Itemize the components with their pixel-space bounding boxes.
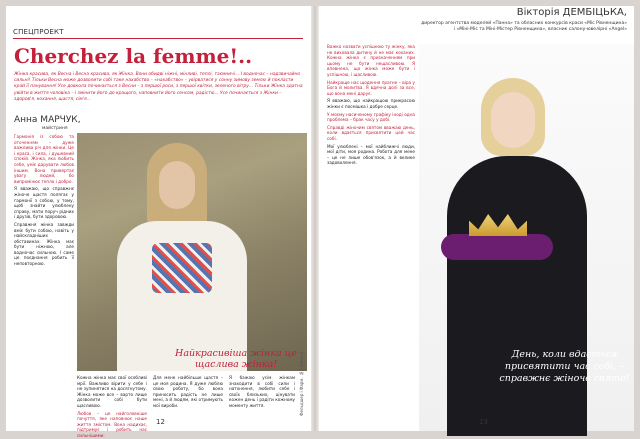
intro-text: Жінка красива, як Весна і Весна красива, як Жінка. Вони обидві ніжні, мінливі, теплі, таємничі… І водночас – надзвичайно сильні! Тільки Весна може дозволити собі таке нахабство – «нахабство» – увірватися у сонну зимову землю й покласти край її панування! Усе довкола починається з Весни – з першої роси, з першої квітки, зеленого вітру… Тільки Жінка здатна увійти в життя чоловіка – і змінити його до кращого, наповнити його сенсом, радістю... Усе починається з Жінки – здоров'я, кохання, щастя, сім'я…: [14, 72, 303, 102]
paragraph: Я вважаю, що найкращою прикрасою жінки є посмішка і добре серце.: [327, 98, 415, 109]
footer-vertical-text: Фельдшер і Фарм. №3 (Весна): [299, 351, 304, 416]
spine-gutter: [311, 6, 319, 431]
paragraph: Любов – це найголовніше почуття, яке наповнює наше життя змістом. Вона надихає, підтримує і робить нас сильнішими.: [77, 410, 147, 438]
interviewee-name: Вікторія ДЕМБІЦЬКА,: [516, 7, 627, 18]
text-column-right: [327, 44, 415, 414]
title-line: директор агентства моделей «Панна» та обласних конкурсів краси «Міс Рівненщина»: [421, 21, 627, 26]
portrait-photo: [77, 133, 307, 371]
headline: Cherchez la femme!..: [14, 44, 253, 68]
paragraph: Гармонія із собою та оточенням – дуже важлива річ для жінки. Це і краса, і сила, і душевний спокій. Жінка, яка любить себе, уміє дарувати любов іншим. Вона привертає увагу людей, бо випромінює тепло і добро.: [14, 134, 74, 184]
paragraph: Найкраще нас щодення прагне – віра у Бога й молитва. Я вдячна долі за все, що вона мені дарує.: [327, 79, 415, 96]
right-page: [319, 6, 634, 431]
paragraph: Я вважаю, що справжнє жіноче щастя полягає у гармонії з собою, у тому, щоб знайти улюблену справу, мати поруч рідних і друзів, бути здоровою.: [14, 186, 74, 220]
rubric-divider: [13, 38, 303, 39]
author-role: майстриня: [42, 126, 68, 131]
rubric-label: СПЕЦПРОЕКТ: [13, 28, 64, 36]
page-number: 13: [479, 418, 488, 426]
paragraph: Справді жіночим святом вважаю день, коли вдається присвятити цей час собі.: [327, 124, 415, 141]
paragraph: Справжня жінка завжди вміє бути собою, навіть у найскладніших обставинах. Жінка має бути ніжною, але водночас сильною. І саме це поєднання робить її неповторною.: [14, 221, 74, 267]
photo-caption: Найкрасивіша жінка це щаслива жінка!: [175, 348, 297, 370]
cushion: [441, 234, 553, 260]
text-column-2: [77, 375, 147, 438]
paragraph: У моєму насиченому графіку іноді одна проблема – брак часу у добі.: [327, 111, 415, 123]
paragraph: Важко назвати успішною ту жінку, яка не виховала дитину й не має коханих. Кожна жінка є призначенням при цьому не бути нещасливою. Я впевнена, що жінка може бути і успішною, і щасливою.: [327, 44, 415, 77]
page-number: 12: [156, 418, 165, 426]
paragraph: Кожна жінка має свої особливі мрії. Важливо вірити у себе і не зупинятися на досягнутому. Жінка може все – варто лише дозволити собі бути щасливою.: [77, 375, 147, 408]
text-column-3: [153, 375, 223, 415]
paragraph: Мої улюблені – мої найближчі люди, мої діти, моя родина. Робота для мене – це не лише обов'язок, а й велике задоволення.: [327, 143, 415, 166]
interviewee-title: [411, 21, 627, 33]
paragraph: Я бажаю усім жінкам знаходити в собі сили і натхнення, любити себе і своїх близьких, цінувати кожен день і радіти кожному моменту життя.: [229, 375, 295, 408]
text-column-4: [229, 375, 295, 415]
author-name: Анна МАРЧУК,: [14, 115, 81, 125]
left-page: [6, 6, 311, 438]
paragraph: Для мене найбільше щастя – це моя родина. Я дуже люблю свою роботу, бо вона приносить радість не лише мені, а й людям, які отримують мої вироби.: [153, 375, 223, 408]
portrait-with-crown-photo: [419, 44, 634, 431]
text-column-1: [14, 134, 74, 414]
photo-caption: День, коли вдається присвятити час собі, – справжнє жіноче свято!: [499, 349, 630, 384]
title-line: і «Міні-Міс та Міні-Містер Рівненщина», власник салону-ювелірні «Angel»: [453, 27, 627, 32]
